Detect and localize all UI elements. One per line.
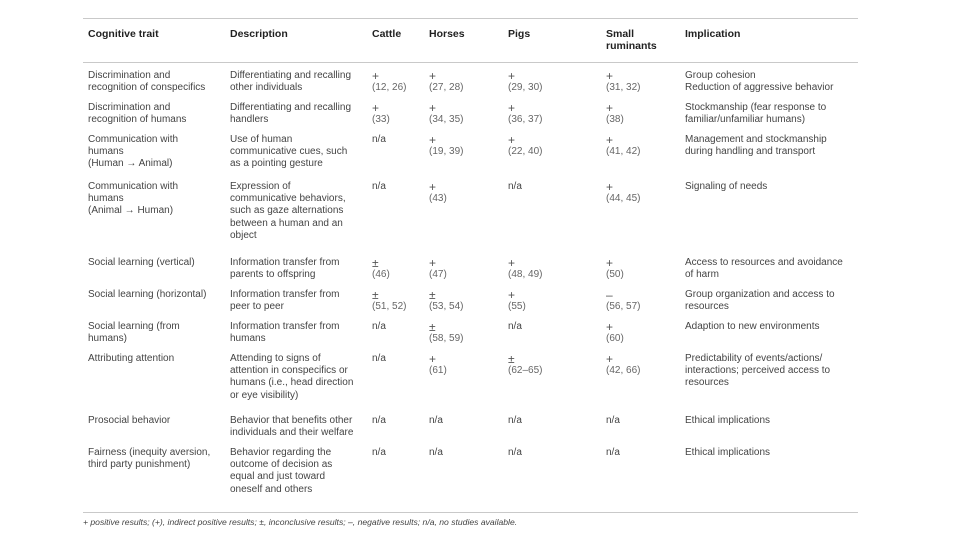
result-reference: (27, 28) <box>429 82 464 93</box>
cell-trait: Attributing attention <box>88 353 175 364</box>
result-symbol: n/a <box>372 447 386 458</box>
cell-implication: Access to resources and avoidance of harm <box>685 257 843 281</box>
header-horses: Horses <box>429 28 465 40</box>
cell-description: Information transfer from peer to peer <box>230 289 340 313</box>
cell-trait: Discrimination and recognition of humans <box>88 102 187 126</box>
cell-implication: Adaption to new environments <box>685 321 820 332</box>
cell-cattle <box>372 102 390 126</box>
result-symbol: n/a <box>372 321 386 332</box>
result-reference: (55) <box>508 301 526 312</box>
cell-horses <box>429 415 443 427</box>
header-pigs: Pigs <box>508 28 531 40</box>
result-symbol: + <box>508 256 516 270</box>
cell-trait: Communication with humans (Human → Animal) <box>88 134 179 170</box>
cell-description: Behavior regarding the outcome of decision as equal and just toward oneself and others <box>230 447 333 495</box>
result-reference: (33) <box>372 114 390 125</box>
result-symbol: + <box>606 133 614 147</box>
cell-description: Expression of communicative behaviors, such as gaze alternations between a human and an object <box>230 181 346 241</box>
result-symbol: n/a <box>606 447 620 458</box>
result-symbol: n/a <box>372 134 386 145</box>
result-reference: (22, 40) <box>508 146 543 157</box>
cell-cattle <box>372 70 406 94</box>
bottom-rule <box>83 512 858 513</box>
result-symbol: + <box>508 101 516 115</box>
cell-pigs <box>508 102 542 126</box>
cell-horses <box>429 321 463 345</box>
result-symbol: + <box>429 180 437 194</box>
result-reference: (36, 37) <box>508 114 543 125</box>
header-cognitive-trait: Cognitive trait <box>88 28 159 40</box>
cell-implication: Signaling of needs <box>685 181 768 192</box>
cell-trait: Social learning (from humans) <box>88 321 180 345</box>
result-symbol: n/a <box>606 415 620 426</box>
result-symbol: + <box>429 101 437 115</box>
result-symbol: n/a <box>372 415 386 426</box>
cell-small <box>606 321 624 345</box>
cell-cattle <box>372 415 386 427</box>
result-symbol: + <box>606 256 614 270</box>
result-reference: (47) <box>429 269 447 280</box>
result-symbol: ± <box>372 288 379 302</box>
cell-small <box>606 181 640 205</box>
result-symbol: + <box>606 352 614 366</box>
cell-trait: Communication with humans (Animal → Human) <box>88 181 179 217</box>
cell-horses <box>429 70 463 94</box>
result-symbol: + <box>606 180 614 194</box>
cell-pigs <box>508 70 542 94</box>
cell-description: Use of human communicative cues, such as a pointing gesture <box>230 134 348 170</box>
cell-implication: Predictability of events/actions/ interactions; perceived access to resources <box>685 353 831 389</box>
cell-pigs <box>508 447 522 459</box>
cell-implication: Ethical implications <box>685 415 771 426</box>
cell-pigs <box>508 181 522 193</box>
cell-implication: Management and stockmanship during handling and transport <box>685 134 827 158</box>
result-reference: (34, 35) <box>429 114 464 125</box>
result-reference: (62–65) <box>508 365 543 376</box>
cell-horses <box>429 353 447 377</box>
cell-pigs <box>508 321 522 333</box>
cell-horses <box>429 289 463 313</box>
cell-cattle <box>372 289 406 313</box>
cell-horses <box>429 447 443 459</box>
result-symbol: + <box>372 101 380 115</box>
result-symbol: – <box>606 288 613 302</box>
result-symbol: ± <box>429 320 436 334</box>
cell-horses <box>429 181 447 205</box>
cell-trait: Fairness (inequity aversion, third party punishment) <box>88 447 211 471</box>
result-reference: (42, 66) <box>606 365 641 376</box>
cell-description: Behavior that benefits other individuals and their welfare <box>230 415 354 439</box>
cell-small <box>606 353 640 377</box>
result-symbol: n/a <box>508 181 522 192</box>
result-reference: (31, 32) <box>606 82 641 93</box>
result-reference: (41, 42) <box>606 146 641 157</box>
result-symbol: ± <box>508 352 515 366</box>
result-symbol: + <box>429 256 437 270</box>
cell-implication: Ethical implications <box>685 447 771 458</box>
cell-cattle <box>372 134 386 146</box>
cell-small <box>606 257 624 281</box>
cell-description: Information transfer from parents to offspring <box>230 257 340 281</box>
cell-trait: Prosocial behavior <box>88 415 171 426</box>
result-reference: (60) <box>606 333 624 344</box>
result-reference: (46) <box>372 269 390 280</box>
result-symbol: n/a <box>508 321 522 332</box>
cell-cattle <box>372 257 390 281</box>
cell-description: Attending to signs of attention in conspecifics or humans (i.e., head direction or eye visibility) <box>230 353 354 401</box>
result-reference: (50) <box>606 269 624 280</box>
result-reference: (43) <box>429 193 447 204</box>
cell-small <box>606 289 640 313</box>
result-symbol: + <box>429 69 437 83</box>
cell-horses <box>429 257 447 281</box>
cell-description: Information transfer from humans <box>230 321 340 345</box>
cell-cattle <box>372 447 386 459</box>
cell-trait: Social learning (horizontal) <box>88 289 207 300</box>
result-symbol: + <box>508 288 516 302</box>
result-symbol: ± <box>372 256 379 270</box>
result-symbol: + <box>606 101 614 115</box>
cell-cattle <box>372 353 386 365</box>
cell-pigs <box>508 415 522 427</box>
cell-cattle <box>372 181 386 193</box>
cell-horses <box>429 102 463 126</box>
cell-small <box>606 70 640 94</box>
cell-implication: Stockmanship (fear response to familiar/unfamiliar humans) <box>685 102 827 126</box>
result-reference: (58, 59) <box>429 333 464 344</box>
result-symbol: n/a <box>372 181 386 192</box>
result-symbol: n/a <box>508 415 522 426</box>
cell-horses <box>429 134 463 158</box>
result-symbol: n/a <box>508 447 522 458</box>
result-symbol: + <box>429 133 437 147</box>
result-reference: (61) <box>429 365 447 376</box>
cell-small <box>606 102 624 126</box>
cell-trait: Social learning (vertical) <box>88 257 195 268</box>
header-small-ruminants: Small ruminants <box>606 28 657 52</box>
cell-implication: Group organization and access to resources <box>685 289 835 313</box>
result-symbol: n/a <box>429 447 443 458</box>
result-symbol: + <box>372 69 380 83</box>
result-reference: (56, 57) <box>606 301 641 312</box>
result-reference: (38) <box>606 114 624 125</box>
top-rule <box>83 18 858 19</box>
result-symbol: + <box>606 320 614 334</box>
cell-pigs <box>508 134 542 158</box>
cell-pigs <box>508 289 526 313</box>
result-symbol: + <box>508 69 516 83</box>
result-reference: (29, 30) <box>508 82 543 93</box>
cell-description: Differentiating and recalling other individuals <box>230 70 352 94</box>
header-description: Description <box>230 28 288 40</box>
cell-pigs <box>508 257 542 281</box>
cell-implication: Group cohesion Reduction of aggressive behavior <box>685 70 834 94</box>
result-symbol: + <box>429 352 437 366</box>
cell-pigs <box>508 353 542 377</box>
result-symbol: n/a <box>372 353 386 364</box>
header-implication: Implication <box>685 28 741 40</box>
result-symbol: n/a <box>429 415 443 426</box>
header-rule <box>83 62 858 63</box>
result-symbol: ± <box>429 288 436 302</box>
cell-trait: Discrimination and recognition of conspecifics <box>88 70 206 94</box>
table-footnote: + positive results; (+), indirect positive results; ±, inconclusive results; –, negative results; n/a, no studies available. <box>83 517 518 527</box>
result-reference: (19, 39) <box>429 146 464 157</box>
cell-small <box>606 134 640 158</box>
result-symbol: + <box>606 69 614 83</box>
cell-cattle <box>372 321 386 333</box>
result-reference: (53, 54) <box>429 301 464 312</box>
result-reference: (12, 26) <box>372 82 407 93</box>
cell-small <box>606 447 620 459</box>
header-cattle: Cattle <box>372 28 402 40</box>
result-reference: (51, 52) <box>372 301 407 312</box>
cell-description: Differentiating and recalling handlers <box>230 102 352 126</box>
result-reference: (48, 49) <box>508 269 543 280</box>
result-symbol: + <box>508 133 516 147</box>
result-reference: (44, 45) <box>606 193 641 204</box>
cell-small <box>606 415 620 427</box>
